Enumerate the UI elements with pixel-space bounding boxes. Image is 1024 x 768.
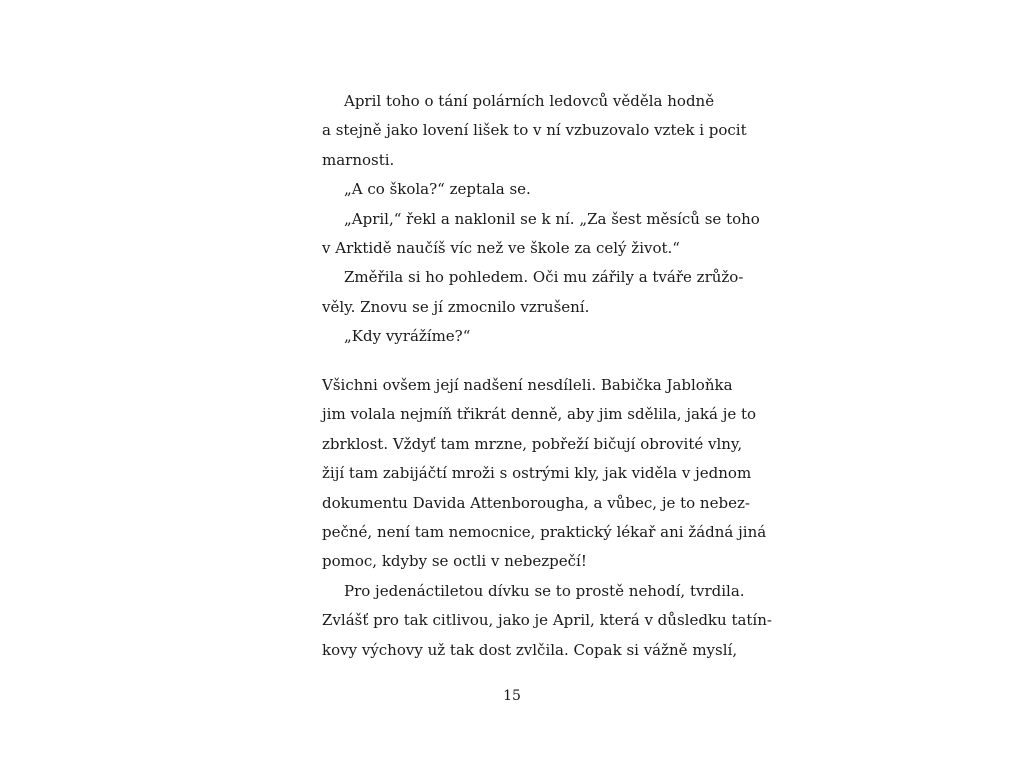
text-line: zbrklost. Vždyť tam mrzne, pobřeží bičují obrovité vlny,: [322, 434, 743, 453]
page-number: 15: [503, 688, 521, 704]
text-line: April toho o tání polárních ledovců věděla hodně: [344, 92, 715, 110]
text-block-bottom: [322, 371, 772, 665]
text-line: pečné, není tam nemocnice, praktický lékař ani žádná jiná: [322, 522, 767, 541]
text-line: jim volala nejmíň třikrát denně, aby jim sdělila, jaká je to: [322, 405, 757, 424]
text-line: marnosti.: [322, 150, 395, 169]
text-line: kovy výchovy už tak dost zvlčila. Copak si vážně myslí,: [322, 640, 738, 659]
text-line: „April,“ řekl a naklonil se k ní. „Za šest měsíců se toho: [344, 209, 760, 228]
text-line: žijí tam zabijáčtí mroži s ostrými kly, jak viděla v jednom: [322, 464, 752, 483]
text-line: věly. Znovu se jí zmocnilo vzrušení.: [322, 297, 590, 316]
text-line: „Kdy vyrážíme?“: [344, 327, 471, 346]
text-line: v Arktidě naučíš víc než ve škole za celý život.“: [322, 238, 680, 257]
text-line: a stejně jako lovení lišek to v ní vzbuzovalo vztek i pocit: [322, 121, 747, 140]
text-line: pomoc, kdyby se octli v nebezpečí!: [322, 552, 587, 571]
text-line: Změřila si ho pohledem. Oči mu zářily a tváře zrůžo-: [344, 268, 744, 287]
text-block-top: [322, 87, 760, 352]
text-line: dokumentu Davida Attenborougha, a vůbec, je to nebez-: [322, 493, 750, 512]
text-line: Všichni ovšem její nadšení nesdíleli. Babička Jabloňka: [322, 376, 733, 394]
text-line: Pro jedenáctiletou dívku se to prostě nehodí, tvrdila.: [344, 581, 745, 600]
text-line: Zvlášť pro tak citlivou, jako je April, která v důsledku tatín-: [322, 611, 772, 630]
text-line: „A co škola?“ zeptala se.: [344, 180, 531, 199]
